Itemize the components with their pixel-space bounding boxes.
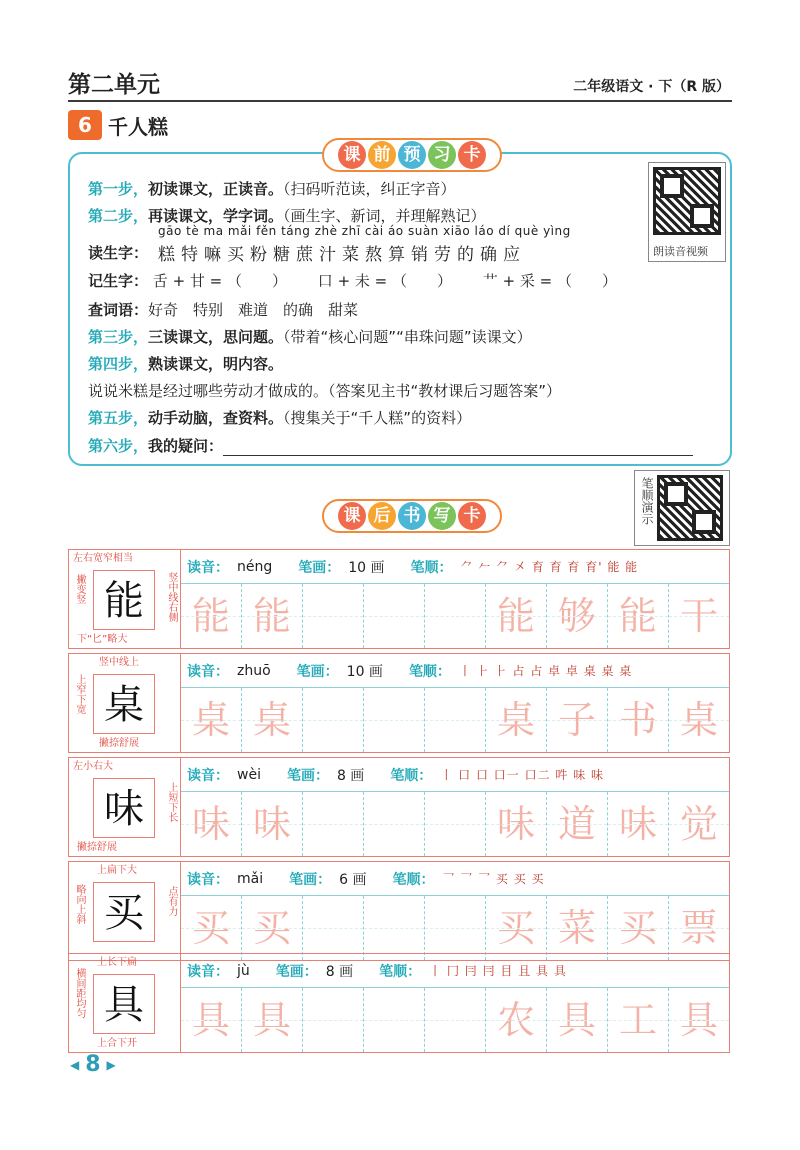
qr-code-icon[interactable] <box>657 475 723 541</box>
practice-cell[interactable]: 能 <box>242 584 303 648</box>
practice-cell[interactable]: 够 <box>547 584 608 648</box>
practice-cell[interactable]: 买 <box>242 896 303 960</box>
char-row <box>68 861 730 961</box>
step-3: 第三步，三读课文，思问题。（带着“核心问题”“串珠问题”读课文） <box>88 328 532 346</box>
practice-cell[interactable]: 桌 <box>486 688 547 752</box>
remember-item: 舌 + 甘 = （ ） <box>152 272 288 290</box>
practice-cell[interactable]: 味 <box>242 792 303 856</box>
practice-cell[interactable]: 具 <box>547 988 608 1052</box>
practice-cell[interactable]: 农 <box>486 988 547 1052</box>
model-char: 具 <box>93 974 155 1034</box>
practice-cells <box>181 792 729 856</box>
prev-page-icon[interactable]: ◀ <box>70 1057 80 1072</box>
practice-cell[interactable]: 味 <box>608 792 669 856</box>
lookup-words: 查词语：好奇 特别 难道 的确 甜菜 <box>88 301 359 319</box>
unit-title: 第二单元 <box>68 72 160 98</box>
char-info: 读音： zhuō 笔画： 10 画 笔顺： 丨 ⺊ ⺊ 占 占 卓 卓 桌 桌 桌 <box>181 654 729 688</box>
model-char-box: 上扁下大 略向上斜 点有力 买 <box>69 862 181 960</box>
model-char-box: 竖中线上 上窄下宽 撇捺舒展 桌 <box>69 654 181 752</box>
lesson-title: 千人糕 <box>108 114 168 139</box>
char-info: 读音： mǎi 笔画： 6 画 笔顺： 乛 乛 乛 买 买 买 <box>181 862 729 896</box>
model-char: 能 <box>93 570 155 630</box>
practice-cell[interactable]: 桌 <box>181 688 242 752</box>
practice-cell[interactable]: 觉 <box>669 792 729 856</box>
practice-cell[interactable] <box>364 988 425 1052</box>
preview-card <box>68 152 732 466</box>
practice-cell[interactable]: 味 <box>181 792 242 856</box>
practice-cell[interactable] <box>364 688 425 752</box>
practice-cell[interactable] <box>303 988 364 1052</box>
practice-cell[interactable]: 具 <box>181 988 242 1052</box>
practice-cell[interactable]: 能 <box>608 584 669 648</box>
practice-cell[interactable]: 具 <box>242 988 303 1052</box>
practice-cell[interactable]: 道 <box>547 792 608 856</box>
practice-cell[interactable]: 味 <box>486 792 547 856</box>
char-info: 读音： jù 笔画： 8 画 笔顺： 丨 冂 冃 冃 目 且 具 具 <box>181 954 729 988</box>
practice-cell[interactable] <box>364 792 425 856</box>
content-question: 说说米糕是经过哪些劳动才做成的。（答案见主书“教材课后习题答案”） <box>88 382 562 400</box>
remember-chars: 记生字： 舌 + 甘 = （ ） 口 + 未 = （ ） 艹 + 采 = （ ） <box>88 272 618 290</box>
practice-cell[interactable] <box>303 896 364 960</box>
char-row <box>68 653 730 753</box>
writing-card-title: 课 后 书 写 卡 <box>322 499 502 533</box>
qr-code-icon[interactable] <box>653 167 721 235</box>
model-char: 桌 <box>93 674 155 734</box>
practice-cell[interactable]: 工 <box>608 988 669 1052</box>
practice-cell[interactable] <box>364 584 425 648</box>
practice-cell[interactable] <box>425 792 486 856</box>
step-1: 第一步，初读课文，正读音。（扫码听范读，纠正字音） <box>88 180 456 198</box>
practice-cell[interactable]: 能 <box>486 584 547 648</box>
qr-label: 笔顺演示 <box>640 477 654 525</box>
model-char-box: 左右宽窄相当 撇变竖 竖中线右侧 下“匕”略大 能 <box>69 550 181 648</box>
pinyin-row: gāo tè ma mǎi fěn táng zhè zhī cài áo suàn xiāo láo dí què yìng <box>158 224 571 238</box>
char-row <box>68 757 730 857</box>
practice-cell[interactable]: 买 <box>181 896 242 960</box>
step-2: 第二步，再读课文，学字词。（画生字、新词，并理解熟记） <box>88 207 486 225</box>
remember-item: 口 + 未 = （ ） <box>317 272 453 290</box>
practice-cell[interactable] <box>425 584 486 648</box>
practice-cell[interactable] <box>303 584 364 648</box>
practice-cell[interactable]: 买 <box>486 896 547 960</box>
step-6: 第六步，我的疑问： <box>88 435 693 456</box>
practice-cell[interactable]: 票 <box>669 896 729 960</box>
lesson-number: 6 <box>68 110 102 140</box>
char-info: 读音： wèi 笔画： 8 画 笔顺： 丨 口 口 口一 口二 吽 味 味 <box>181 758 729 792</box>
practice-cell[interactable]: 能 <box>181 584 242 648</box>
practice-cell[interactable]: 买 <box>608 896 669 960</box>
model-char-box: 左小右大 上短下长 撇捺舒展 味 <box>69 758 181 856</box>
practice-cell[interactable] <box>425 688 486 752</box>
stroke-demo-qr-box[interactable] <box>634 470 730 546</box>
step-5: 第五步，动手动脑，查资料。（搜集关于“千人糕”的资料） <box>88 409 472 427</box>
practice-cell[interactable]: 菜 <box>547 896 608 960</box>
practice-cell[interactable]: 桌 <box>669 688 729 752</box>
practice-cell[interactable] <box>303 688 364 752</box>
practice-cell[interactable] <box>425 896 486 960</box>
model-char: 味 <box>93 778 155 838</box>
preview-card-title: 课 前 预 习 卡 <box>322 138 502 172</box>
lesson-heading <box>68 110 168 140</box>
next-page-icon[interactable]: ▶ <box>106 1057 116 1072</box>
practice-cells <box>181 688 729 752</box>
practice-cell[interactable] <box>425 988 486 1052</box>
grade-label: 二年级语文 · 下（R 版） <box>573 79 730 95</box>
answer-line[interactable] <box>223 442 693 456</box>
model-char-box: 上长下扁 横间距均匀 上合下开 具 <box>69 954 181 1052</box>
qr-label: 朗读音视频 <box>653 245 708 258</box>
header-divider <box>68 100 732 102</box>
practice-cells <box>181 896 729 960</box>
step-4: 第四步，熟读课文，明内容。 <box>88 355 284 373</box>
practice-cells <box>181 988 729 1052</box>
read-aloud-qr-box[interactable] <box>648 162 726 262</box>
practice-cell[interactable]: 桌 <box>242 688 303 752</box>
practice-cell[interactable]: 干 <box>669 584 729 648</box>
new-chars-row: 糕特嘛买粉糖蔗汁菜熬算销劳的确应 <box>158 245 526 265</box>
practice-cell[interactable]: 书 <box>608 688 669 752</box>
remember-item: 艹 + 采 = （ ） <box>482 272 618 290</box>
practice-cells <box>181 584 729 648</box>
practice-cell[interactable]: 子 <box>547 688 608 752</box>
practice-cell[interactable] <box>364 896 425 960</box>
char-row <box>68 549 730 649</box>
char-info: 读音： néng 笔画： 10 画 笔顺： ⺈ 𠂉 ⺈ 㐅 育 育 育 育' 能 能 <box>181 550 729 584</box>
model-char: 买 <box>93 882 155 942</box>
page-number: ◀ 8 ▶ <box>70 1052 116 1077</box>
read-chars-label: 读生字： <box>88 244 149 262</box>
practice-cell[interactable] <box>303 792 364 856</box>
practice-cell[interactable]: 具 <box>669 988 729 1052</box>
char-row <box>68 953 730 1053</box>
